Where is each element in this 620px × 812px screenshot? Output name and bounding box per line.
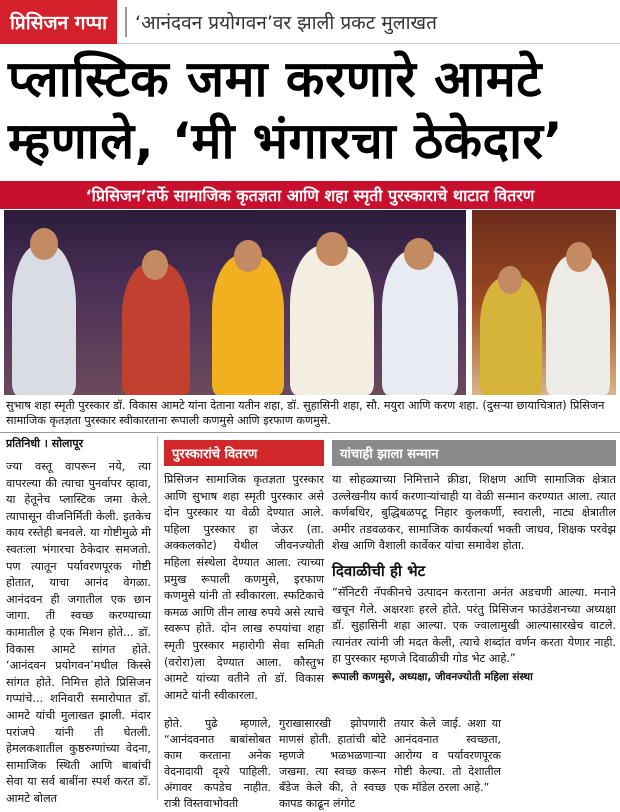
diwali-heading: दिवाळीची ही भेट — [332, 561, 426, 580]
divider — [125, 7, 127, 37]
person-head — [316, 232, 348, 266]
person-head — [404, 238, 434, 270]
person-figure — [12, 245, 76, 395]
article-column-1 — [6, 436, 158, 805]
headline-line-1: प्लास्टिक जमा करणारे आमटे — [8, 50, 542, 108]
bottom-columns — [164, 716, 616, 810]
person-figure — [546, 255, 610, 395]
kicker-text: ‘आनंदवन प्रयोगवन’वर झाली प्रकट मुलाखत — [135, 11, 437, 34]
honor-section — [332, 440, 616, 684]
person-head — [142, 250, 168, 280]
awards-text: प्रिसिजन सामाजिक कृतज्ञता पुरस्कार आणि सुभाष शहा स्मृती पुरस्कार असे दोन पुरस्कार या वेळी देण्यात आले. पहिला पुरस्कार हा जेऊर (ता. अक्कलकोट) येथील जीवनज्योती महिला संस्थेला देण्यात आला. त्याच्या प्रमुख रूपाली कणमुसे, इरफाण कणमुसे यांनी तो स्वीकारला. स्फटिकाचे कमळ आणि तीन लाख रुपये असे त्याचे स्वरूप होते. दोन लाख रुपयांचा शहा स्मृती पुरस्कार महारोगी सेवा समिती (वरोरा)ला देण्यात आला. कौस्तुभ आमटे यांच्या वतीने तो डॉ. विकास आमटे यांनी स्वीकारला. — [164, 473, 324, 702]
subheadline-strip: ‘प्रिसिजन’तर्फे सामाजिक कृतज्ञता आणि शहा स्मृती पुरस्काराचे थाटात वितरण — [0, 181, 620, 209]
photo-caption: सुभाष शहा स्मृती पुरस्कार डॉ. विकास आमटे यांना देताना यतीन शहा, डॉ. सुहासिनी शहा, सौ. मयुरा आणि करण शहा. (दुसऱ्या छायाचित्रात) प्रिसिजन सामाजिक कृतज्ञता पुरस्कार स्वीकारताना रूपाली कणमुसे आणि इरफाण कणमुसे. — [6, 399, 605, 427]
divider — [0, 432, 620, 433]
article-text: होते. पुढे म्हणाले, “आनंदवनात बाबांसोबत काम करताना अनेक वेदनादायी दृश्ये पाहिली. अंगावर कपडेच नाहीत. रात्री विस्तवाभोवती — [164, 717, 271, 810]
section-heading: पुरस्कारांचे वितरण — [164, 440, 324, 466]
headline — [8, 48, 612, 172]
honor-text: या सोहळ्याच्या निमित्ताने क्रीडा, शिक्षण आणि सामाजिक क्षेत्रात उल्लेखनीय कार्य करणाऱ्यांचाही या वेळी सन्मान करण्यात आला. त्यात कर्णबधिर, बुद्धिबळपटू निहार कुलकर्णी, स्वराली, नाट्य क्षेत्रातील अमीर तडवळकर, सामाजिक कार्यकर्त्या भक्ती जाधव, शिक्षक परवेझ शेख आणि वैशाली कार्वेकर यांचा समावेश होता. — [332, 473, 616, 553]
person-head — [234, 240, 262, 272]
person-head — [566, 242, 592, 272]
awards-section — [164, 440, 324, 704]
headline-line-2: म्हणाले, ‘मी भंगारचा ठेकेदार’ — [8, 112, 564, 170]
article-text: तयार केले जाई. अशा या आनंदवनात स्वच्छता, आरोग्य व पर्यावरणपूरक गोष्टी केल्या. तो देशातील एक मॉडेल ठरला आहे.” — [394, 717, 501, 794]
person-head — [30, 228, 58, 260]
photo-row — [0, 210, 620, 395]
person-figure — [290, 245, 374, 395]
article-text: गुराखासारखी झोपणारी माणसं होती. हातांची बोटे म्हणजे भळभळणाऱ्या जखमा. त्या स्वच्छ करून बँडेज केले की, ते स्वच्छ कापड काढून लंगोट — [279, 717, 386, 810]
article-text: ज्या वस्तू वापरून नये, त्या वापरल्या की त्याचा पुनर्वापर व्हावा, या हेतूनेच प्लास्टिक जमा केले. त्यापासून वीजनिर्मिती केली. इतकेच काय रस्तेही बनवले. या गोष्टीमुळे मी स्वतःला भंगारचा ठेकेदार समजतो. पण त्यातून पर्यावरणपूरक गोष्टी होतात, याचा आनंद वेगळा. आनंदवन ही जगातील एक छान जागा. ती स्वच्छ करण्याच्या कामातील हे एक मिशन होते... डॉ. विकास आमटे सांगत होते. ‘आनंदवन प्रयोगवन’मधील किस्से सांगत होते. निमित्त होते प्रिसिजन गप्पांचे... शनिवारी समारोपात डॉ. आमटे यांची मुलाखत झाली. मंदार परांजपे यांनी ती घेतली. हेमलकशातील कुष्ठरुग्णांच्या वेदना, सामाजिक स्थिती आणि बाबांची सेवा या सर्व बाबींना स्पर्श करत डॉ. आमटे बोलत — [6, 460, 151, 805]
diwali-quote: “सॅनिटरी नॅपकीनचे उत्पादन करताना अनंत अडचणी आल्या. मनाने खचून गेले. अक्षरशः हरले होते. परंतु प्रिसिजन फाउंडेशनच्या अध्यक्षा डॉ. सुहासिनी शहा आल्या. एक ज्वालामुखी आल्यासारखेच वाटले. त्यानंतर त्यांनी जी मदत केली, त्याचे शब्दांत वर्णन करता येणार नाही. हा पुरस्कार म्हणजे दिवाळीची गोड भेट आहे.” — [332, 585, 616, 666]
award-receivers-photo — [472, 210, 616, 395]
brand-label: प्रिसिजन गप्पा — [0, 0, 117, 44]
quote-signature: रूपाली कणमुसे, अध्यक्षा, जीवनज्योती महिला संस्था — [332, 670, 533, 683]
byline: प्रतिनिधी । सोलापूर — [6, 437, 84, 450]
person-figure — [212, 255, 284, 395]
top-bar — [0, 0, 620, 44]
person-figure — [122, 263, 190, 395]
person-figure — [480, 277, 542, 395]
award-ceremony-photo — [4, 210, 466, 395]
person-head — [498, 266, 522, 294]
section-heading: यांचाही झाला सन्मान — [332, 440, 616, 466]
person-figure — [382, 250, 458, 395]
